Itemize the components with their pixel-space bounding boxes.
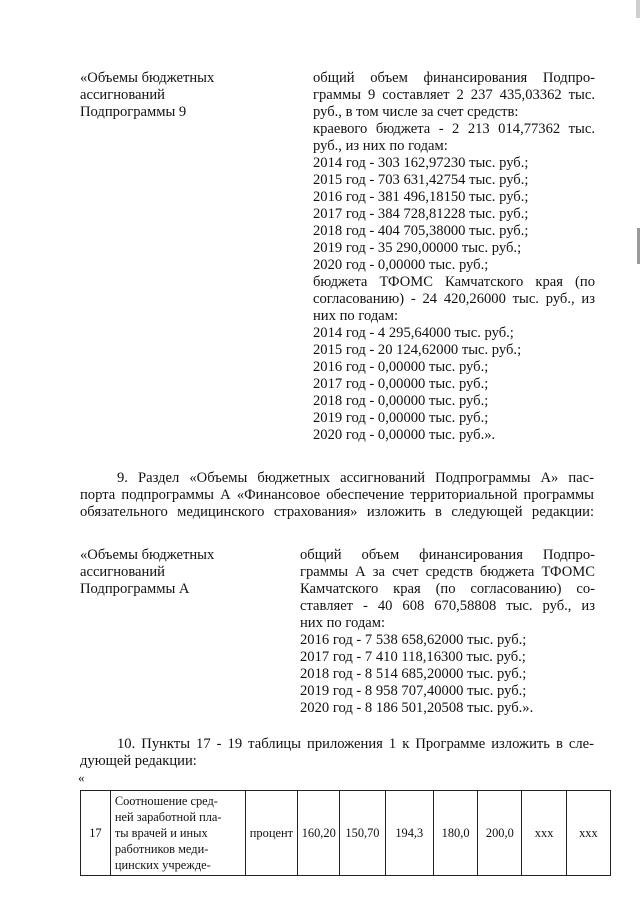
description-line: ней заработной пла- [114, 810, 222, 824]
description-line: работников меди- [114, 842, 209, 856]
block2-year-line: них по годам: [300, 615, 386, 631]
para10-line: 10. Пункты 17 - 19 таблицы приложения 1 к Программе изложить в сле- [117, 736, 594, 752]
para10-line: дующей редакции: [80, 753, 197, 769]
value-cell: 160,20 [298, 791, 340, 876]
block2-label-line: «Объемы бюджетных [80, 547, 215, 563]
block2-year-line: 2020 год - 8 186 501,20508 тыс. руб.». [300, 700, 534, 716]
block1-text-line: общий объем финансирования Подпро- [313, 70, 595, 86]
block2-year-line: 2018 год - 8 514 685,20000 тыс. руб.; [300, 666, 527, 682]
block1-tail-line: них по годам: [313, 308, 399, 324]
block2-text-line: граммы А за счет средств бюджета ТФОМС [300, 564, 595, 580]
opening-quote: « [78, 770, 85, 785]
block1-tail-line: 2018 год - 0,00000 тыс. руб.; [313, 393, 489, 409]
value-cell: 194,3 [385, 791, 433, 876]
block2-text-line: общий объем финансирования Подпро- [300, 547, 595, 563]
block2-year-line: 2016 год - 7 538 658,62000 тыс. руб.; [300, 632, 527, 648]
description-line: ты врачей и иных [114, 826, 208, 840]
block2-text-line: Камчатского края (по согласованию) со- [300, 581, 595, 597]
block1-tail-line: 2019 год - 0,00000 тыс. руб.; [313, 410, 489, 426]
table-row [81, 791, 611, 876]
block1-text-line: руб., из них по годам: [313, 138, 448, 154]
block1-tail-line: 2016 год - 0,00000 тыс. руб.; [313, 359, 489, 375]
block1-year-line: 2014 год - 303 162,97230 тыс. руб.; [313, 155, 529, 171]
block1-year-line: 2017 год - 384 728,81228 тыс. руб.; [313, 206, 529, 222]
block1-year-line: 2019 год - 35 290,00000 тыс. руб.; [313, 240, 522, 256]
block1-tail-line: 2017 год - 0,00000 тыс. руб.; [313, 376, 489, 392]
block1-text-line: граммы 9 составляет 2 237 435,03362 тыс. [313, 87, 595, 103]
block2-text-line: ставляет - 40 608 670,58808 тыс. руб., из [300, 598, 595, 614]
block1-tfoms-line: согласованию) - 24 420,26000 тыс. руб., из [313, 291, 595, 307]
block1-year-line: 2016 год - 381 496,18150 тыс. руб.; [313, 189, 529, 205]
indicator-table [80, 790, 611, 876]
block1-text-line: руб., в том числе за счет средств: [313, 104, 519, 120]
para9-line: обязательного медицинского страхования» изложить в следующей редакции: [80, 504, 594, 520]
block1-year-line: 2015 год - 703 631,42754 тыс. руб.; [313, 172, 529, 188]
unit-cell: процент [245, 791, 297, 876]
value-cell: 150,70 [340, 791, 385, 876]
para9-line: порта подпрограммы А «Финансовое обеспечение территориальной программы [80, 487, 594, 503]
block1-tfoms-line: бюджета ТФОМС Камчатского края (по [313, 274, 595, 290]
value-cell: 180,0 [433, 791, 477, 876]
block1-year-line: 2018 год - 404 705,38000 тыс. руб.; [313, 223, 529, 239]
block2-label-line: Подпрограммы А [80, 581, 190, 597]
para9-line: 9. Раздел «Объемы бюджетных ассигнований Подпрограммы А» пас- [117, 470, 594, 486]
value-cell: ххх [566, 791, 610, 876]
block1-text-line: краевого бюджета - 2 213 014,77362 тыс. [313, 121, 595, 137]
block1-tail-line: 2014 год - 4 295,64000 тыс. руб.; [313, 325, 514, 341]
value-cell: ххх [522, 791, 566, 876]
block2-year-line: 2019 год - 8 958 707,40000 тыс. руб.; [300, 683, 527, 699]
block1-label-line: Подпрограммы 9 [80, 104, 187, 120]
block1-tail-line: 2015 год - 20 124,62000 тыс. руб.; [313, 342, 522, 358]
block2-year-line: 2017 год - 7 410 118,16300 тыс. руб.; [300, 649, 526, 665]
row-number-cell: 17 [81, 791, 111, 876]
description-line: Соотношение сред- [114, 794, 218, 808]
value-cell: 200,0 [478, 791, 522, 876]
description-line: цинских учрежде- [114, 858, 211, 872]
block2-label-line: ассигнований [80, 564, 165, 580]
description-cell [110, 791, 245, 876]
block1-year-line: 2020 год - 0,00000 тыс. руб.; [313, 257, 489, 273]
block1-label-line: ассигнований [80, 87, 165, 103]
block1-label-line: «Объемы бюджетных [80, 70, 215, 86]
scan-edge-mark [636, 0, 640, 18]
block1-tail-line: 2020 год - 0,00000 тыс. руб.». [313, 427, 496, 443]
